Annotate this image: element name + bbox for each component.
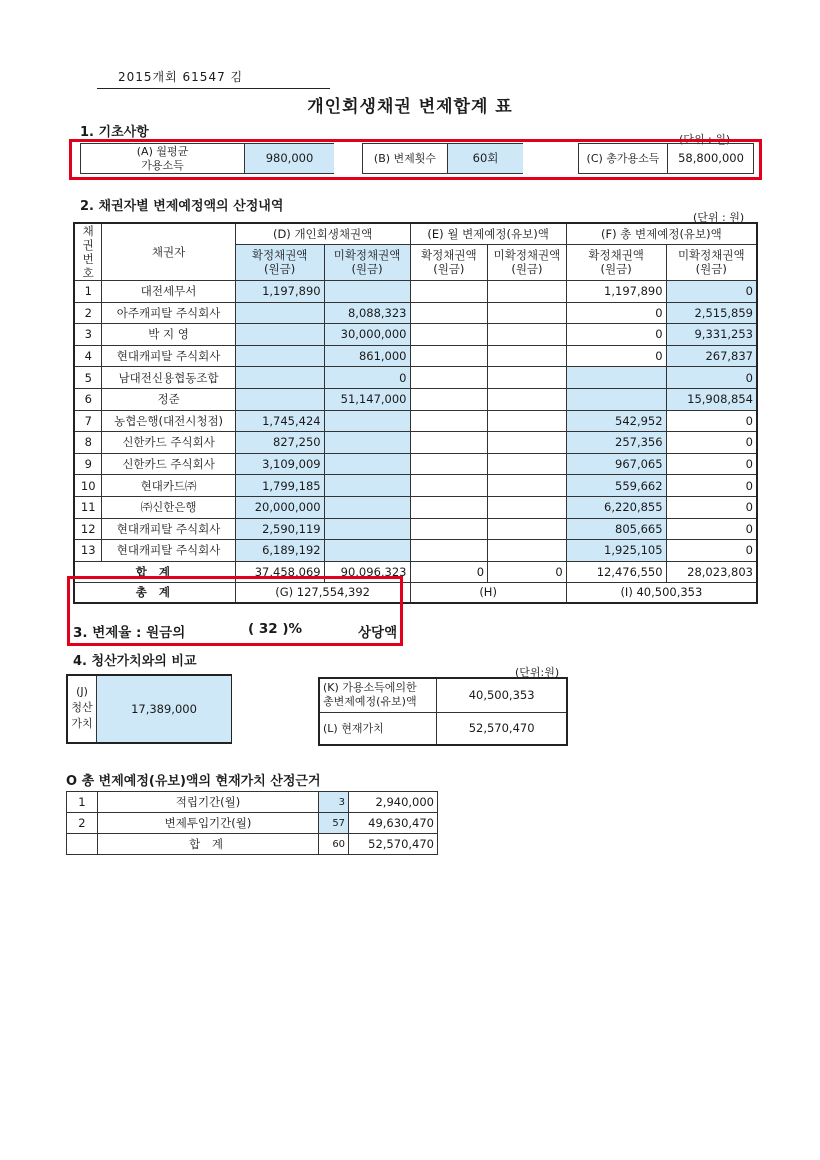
highlight-basics (69, 139, 762, 180)
creditor-name: 현대캐피탈 주식회사 (102, 518, 235, 540)
total-label: 총 계 (74, 582, 235, 603)
creditor-name: 신한카드 주식회사 (102, 432, 235, 454)
field-b-value: 60회 (447, 144, 523, 173)
pv-row (67, 792, 438, 813)
creditor-row (74, 496, 757, 518)
e-confirmed (410, 324, 488, 346)
k-label: (K) 가용소득에의한 총변제예정(유보)액 (319, 678, 437, 712)
creditor-name: 남대전신용협동조합 (102, 367, 235, 389)
d-unconfirmed (324, 475, 410, 497)
e-unconfirmed (488, 388, 567, 410)
rate-suffix: 상당액 (358, 625, 398, 641)
field-a-label-line2: 가용소득 (141, 159, 184, 172)
rate-prefix: 3. 변제율 : 원금의 (73, 625, 186, 641)
col-f-confirmed: 확정채권액 (원금) (566, 244, 666, 280)
field-c-label: (C) 총가용소득 (586, 152, 660, 165)
creditor-row (74, 410, 757, 432)
f-unconfirmed: 0 (666, 281, 757, 303)
col-f-header: (F) 총 변제예정(유보)액 (566, 223, 757, 244)
total-g: (G) 127,554,392 (235, 582, 410, 603)
d-confirmed (235, 367, 324, 389)
f-unconfirmed: 0 (666, 453, 757, 475)
e-unconfirmed (488, 345, 567, 367)
d-confirmed (235, 388, 324, 410)
e-confirmed (410, 410, 488, 432)
f-unconfirmed: 2,515,859 (666, 302, 757, 324)
creditor-row (74, 518, 757, 540)
f-confirmed: 967,065 (566, 453, 666, 475)
d-confirmed (235, 302, 324, 324)
creditor-row (74, 324, 757, 346)
e-confirmed (410, 281, 488, 303)
d-confirmed: 1,799,185 (235, 475, 324, 497)
f-confirmed: 0 (566, 324, 666, 346)
field-a-label-line1: (A) 월평균 (136, 145, 189, 158)
e-unconfirmed (488, 496, 567, 518)
e-confirmed (410, 496, 488, 518)
e-confirmed (410, 475, 488, 497)
creditor-row (74, 453, 757, 475)
pv-no (67, 834, 98, 855)
e-confirmed (410, 540, 488, 562)
pv-amount: 2,940,000 (349, 792, 438, 813)
creditor-row (74, 432, 757, 454)
d-unconfirmed: 8,088,323 (324, 302, 410, 324)
creditor-no: 13 (74, 540, 102, 562)
section1-unit: (단위 : 원) (679, 133, 731, 146)
creditor-no: 3 (74, 324, 102, 346)
creditor-name: 현대카드㈜ (102, 475, 235, 497)
e-confirmed (410, 367, 488, 389)
e-unconfirmed (488, 324, 567, 346)
rate-value: ( 32 )% (248, 621, 303, 637)
col-f-unconfirmed: 미확정채권액 (원금) (666, 244, 757, 280)
d-unconfirmed: 51,147,000 (324, 388, 410, 410)
f-unconfirmed: 267,837 (666, 345, 757, 367)
creditor-name: 아주캐피탈 주식회사 (102, 302, 235, 324)
creditor-no: 5 (74, 367, 102, 389)
total-i: (I) 40,500,353 (566, 582, 757, 603)
creditor-name: 농협은행(대전시청점) (102, 410, 235, 432)
col-e-unconfirmed: 미확정채권액 (원금) (488, 244, 567, 280)
col-d-header: (D) 개인회생채권액 (235, 223, 410, 244)
creditor-name: 정준 (102, 388, 235, 410)
case-number-underline (97, 88, 330, 89)
field-b-label: (B) 변제횟수 (373, 152, 437, 165)
d-unconfirmed (324, 453, 410, 475)
f-unconfirmed: 0 (666, 496, 757, 518)
creditor-row (74, 367, 757, 389)
section5-title: O 총 변제예정(유보)액의 현재가치 산정근거 (66, 774, 321, 789)
col-creditor-no: 채권 번호 (74, 223, 102, 281)
e-confirmed (410, 432, 488, 454)
section2-title: 2. 채권자별 변제예정액의 산정내역 (80, 199, 284, 214)
comparison-table (318, 677, 568, 746)
col-e-confirmed: 확정채권액 (원금) (410, 244, 488, 280)
creditor-name: 현대캐피탈 주식회사 (102, 345, 235, 367)
creditor-name: ㈜신한은행 (102, 496, 235, 518)
f-confirmed: 257,356 (566, 432, 666, 454)
d-unconfirmed (324, 540, 410, 562)
sum-e-unconfirmed: 0 (488, 561, 567, 582)
d-confirmed: 1,745,424 (235, 410, 324, 432)
f-unconfirmed: 9,331,253 (666, 324, 757, 346)
col-d-confirmed: 확정채권액 (원금) (235, 244, 324, 280)
creditor-row (74, 540, 757, 562)
d-unconfirmed (324, 432, 410, 454)
f-confirmed: 6,220,855 (566, 496, 666, 518)
e-unconfirmed (488, 453, 567, 475)
d-confirmed: 6,189,192 (235, 540, 324, 562)
e-unconfirmed (488, 410, 567, 432)
f-confirmed: 1,197,890 (566, 281, 666, 303)
pv-row (67, 813, 438, 834)
creditor-no: 12 (74, 518, 102, 540)
section4-unit: (단위:원) (515, 666, 560, 679)
col-e-header: (E) 월 변제예정(유보)액 (410, 223, 566, 244)
sum-d-confirmed: 37,458,069 (235, 561, 324, 582)
f-unconfirmed: 0 (666, 475, 757, 497)
creditor-no: 4 (74, 345, 102, 367)
sum-e-confirmed: 0 (410, 561, 488, 582)
f-confirmed (566, 367, 666, 389)
creditor-row (74, 345, 757, 367)
sum-d-unconfirmed: 90,096,323 (324, 561, 410, 582)
d-confirmed (235, 345, 324, 367)
e-confirmed (410, 302, 488, 324)
pv-row (67, 834, 438, 855)
f-unconfirmed: 0 (666, 518, 757, 540)
creditor-no: 7 (74, 410, 102, 432)
col-d-unconfirmed: 미확정채권액 (원금) (324, 244, 410, 280)
d-confirmed: 827,250 (235, 432, 324, 454)
creditor-table (73, 222, 758, 604)
creditor-no: 1 (74, 281, 102, 303)
d-confirmed: 1,197,890 (235, 281, 324, 303)
creditor-row (74, 281, 757, 303)
d-unconfirmed (324, 281, 410, 303)
e-unconfirmed (488, 302, 567, 324)
e-confirmed (410, 388, 488, 410)
f-confirmed: 542,952 (566, 410, 666, 432)
document-title: 개인회생채권 변제합계 표 (307, 97, 513, 117)
d-confirmed (235, 324, 324, 346)
d-confirmed: 2,590,119 (235, 518, 324, 540)
pv-no: 2 (67, 813, 98, 834)
pv-label: 변제투입기간(월) (97, 813, 318, 834)
f-unconfirmed: 0 (666, 432, 757, 454)
d-unconfirmed: 30,000,000 (324, 324, 410, 346)
creditor-name: 박 지 영 (102, 324, 235, 346)
field-a-value: 980,000 (244, 144, 334, 173)
pv-amount: 52,570,470 (349, 834, 438, 855)
e-unconfirmed (488, 367, 567, 389)
section4-title: 4. 청산가치와의 비교 (73, 654, 197, 669)
pv-no: 1 (67, 792, 98, 813)
f-confirmed: 1,925,105 (566, 540, 666, 562)
d-unconfirmed (324, 518, 410, 540)
creditor-name: 현대캐피탈 주식회사 (102, 540, 235, 562)
creditor-no: 11 (74, 496, 102, 518)
section1-title: 1. 기초사항 (80, 125, 149, 140)
e-confirmed (410, 453, 488, 475)
sum-f-confirmed: 12,476,550 (566, 561, 666, 582)
total-h: (H) (410, 582, 566, 603)
field-c-value: 58,800,000 (667, 144, 754, 173)
creditor-no: 9 (74, 453, 102, 475)
f-confirmed: 805,665 (566, 518, 666, 540)
e-unconfirmed (488, 540, 567, 562)
f-unconfirmed: 15,908,854 (666, 388, 757, 410)
highlight-total-rate (67, 576, 403, 646)
creditor-row (74, 302, 757, 324)
sum-label: 합 계 (74, 561, 235, 582)
e-confirmed (410, 345, 488, 367)
e-unconfirmed (488, 475, 567, 497)
present-value-table (66, 791, 438, 855)
creditor-no: 8 (74, 432, 102, 454)
e-unconfirmed (488, 432, 567, 454)
col-creditor-name: 채권자 (102, 223, 235, 281)
d-unconfirmed: 0 (324, 367, 410, 389)
case-number: 2015개회 61547 김 (118, 70, 244, 84)
creditor-row (74, 388, 757, 410)
sum-f-unconfirmed: 28,023,803 (666, 561, 757, 582)
d-confirmed: 3,109,009 (235, 453, 324, 475)
creditor-no: 2 (74, 302, 102, 324)
f-unconfirmed: 0 (666, 367, 757, 389)
e-unconfirmed (488, 281, 567, 303)
f-confirmed: 0 (566, 302, 666, 324)
e-confirmed (410, 518, 488, 540)
pv-amount: 49,630,470 (349, 813, 438, 834)
pv-label: 합 계 (97, 834, 318, 855)
f-confirmed: 559,662 (566, 475, 666, 497)
liquidation-value: 17,389,000 (96, 676, 231, 742)
d-confirmed: 20,000,000 (235, 496, 324, 518)
f-unconfirmed: 0 (666, 540, 757, 562)
creditor-name: 신한카드 주식회사 (102, 453, 235, 475)
d-unconfirmed (324, 496, 410, 518)
d-unconfirmed (324, 410, 410, 432)
e-unconfirmed (488, 518, 567, 540)
creditor-no: 10 (74, 475, 102, 497)
liquidation-label: (J) 청산 가치 (71, 685, 93, 730)
f-unconfirmed: 0 (666, 410, 757, 432)
l-label: (L) 현재가치 (319, 712, 437, 745)
section2-unit: (단위 : 원) (693, 211, 745, 224)
creditor-row (74, 475, 757, 497)
creditor-no: 6 (74, 388, 102, 410)
pv-months: 3 (319, 792, 349, 813)
f-confirmed: 0 (566, 345, 666, 367)
creditor-name: 대전세무서 (102, 281, 235, 303)
liquidation-value-box (66, 674, 232, 744)
f-confirmed (566, 388, 666, 410)
l-value: 52,570,470 (437, 712, 567, 745)
pv-months: 57 (319, 813, 349, 834)
k-value: 40,500,353 (437, 678, 567, 712)
d-unconfirmed: 861,000 (324, 345, 410, 367)
pv-label: 적립기간(월) (97, 792, 318, 813)
pv-months: 60 (319, 834, 349, 855)
